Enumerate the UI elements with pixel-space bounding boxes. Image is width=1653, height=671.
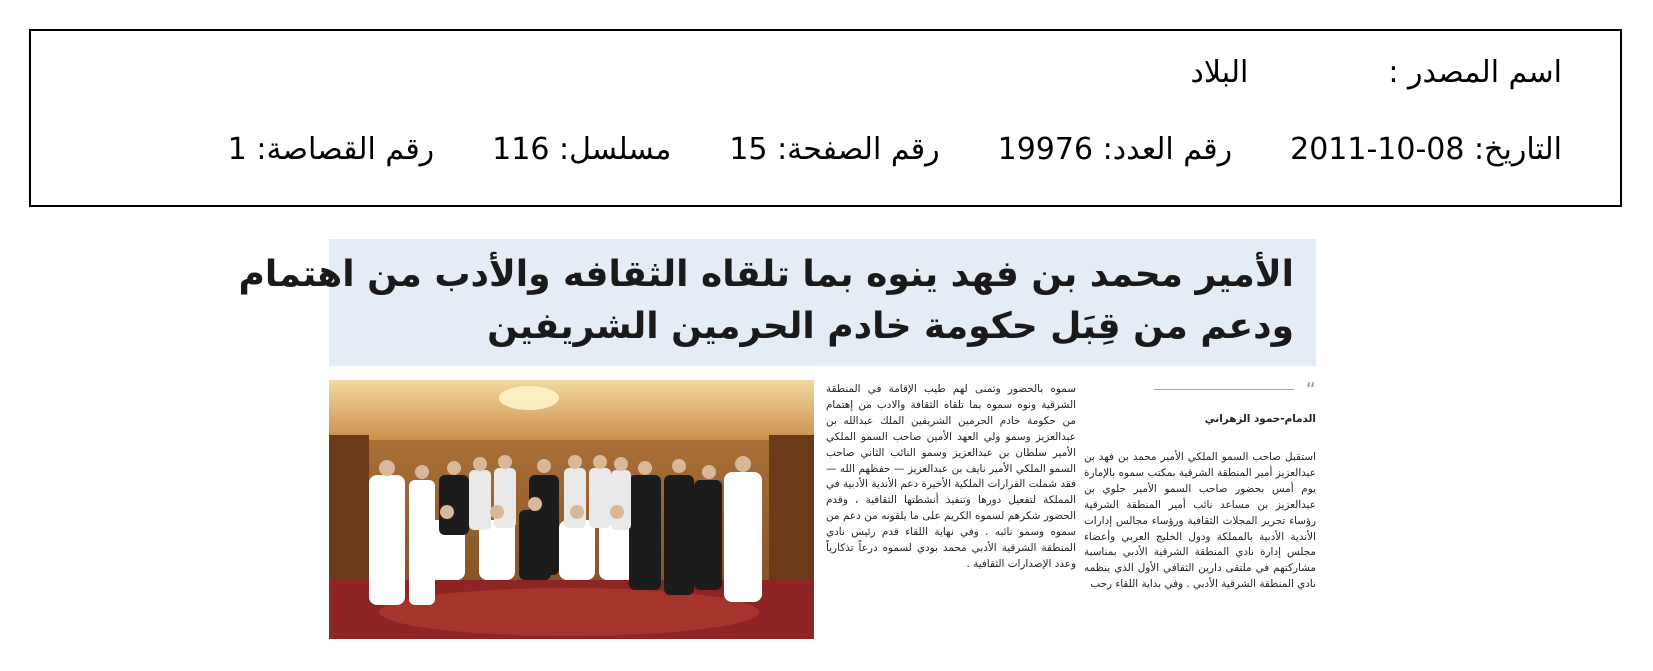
page-label: رقم الصفحة: <box>777 132 940 167</box>
issue-value: 19976 <box>997 132 1094 167</box>
quote-divider <box>1154 389 1294 390</box>
clip-value: 1 <box>227 132 247 167</box>
serial-label: مسلسل: <box>558 132 672 167</box>
group-photo <box>329 380 814 639</box>
source-line <box>1191 53 1562 93</box>
date-label: التاريخ: <box>1474 132 1562 167</box>
quote-mark-icon: “ <box>1305 378 1316 402</box>
headline-line-2: ودعم من قِبَل حكومة خادم الحرمين الشريفين <box>487 306 1294 347</box>
headline-block <box>238 239 1316 366</box>
article-column-middle: سموه بالحضور وتمنى لهم طيب الإقامة في المنطقة الشرقية ونوه سموه بما تلقاه الثقافة والادب من إهتمام من حكومة خادم الحرمين الشريفين الملك عبدالله بن عبدالعزيز وسمو ولي العهد الأمين صاحب السمو الملكي الأمير سلطان بن عبدالعزيز وسمو النائب الثاني صاحب السمو الملكي الأمير نايف بن عبدالعزيز — حفظهم الله — فقد شملت القرارات الملكية الأخيرة دعم الأندية الأدبية في المملكة لتفعيل دورها وتنفيذ أنشطتها الثقافية ، وقدم الحضور شكرهم لسموه الكريم على ما يلقونه من دعم من سموه وسمو نائبه . وفي نهاية اللقاء قدم رئيس نادي المنطقة الشرقية الأدبي محمد بودي لسموه درعاً تذكارياً وعدد الإصدارات الثقافية . <box>826 383 1076 570</box>
headline-line-1: الأمير محمد بن فهد ينوه بما تلقاه الثقافه والأدب من اهتمام <box>238 254 1294 295</box>
issue-label: رقم العدد: <box>1102 132 1233 167</box>
serial-value: 116 <box>492 132 550 167</box>
clip-label: رقم القصاصة: <box>256 132 435 167</box>
article-body-right: استقبل صاحب السمو الملكي الأمير محمد بن فهد بن عبدالعزيز أمير المنطقة الشرقية بمكتب سموه بالإمارة يوم أمس بحضور صاحب السمو الأمير جلوي بن عبدالعزيز بن مساعد نائب أمير المنطقة الشرقية رؤساء تحرير المجلات الثقافية ورؤساء مجالس إدارات الأندية الأدبية بالمملكة ودول الخليج العربي وأعضاء مجلس إدارة نادي المنطقة الشرقية الأدبي بمناسبة مشاركتهم في ملتقى دارين الثقافي الأول الذي ينظمه نادي المنطقة الشرقية الأدبي . وفي بداية اللقاء رحب <box>1084 451 1316 591</box>
meta-line <box>228 130 1562 170</box>
source-value: البلاد <box>1190 55 1249 90</box>
newspaper-clipping <box>238 239 1316 639</box>
byline: الدمام-حمود الزهراني <box>1204 413 1316 425</box>
page-value: 15 <box>729 132 768 167</box>
source-info-box <box>29 29 1622 207</box>
date-value: 2011-10-08 <box>1290 132 1465 167</box>
group-photo-image <box>329 380 814 639</box>
source-label: اسم المصدر : <box>1388 55 1562 90</box>
